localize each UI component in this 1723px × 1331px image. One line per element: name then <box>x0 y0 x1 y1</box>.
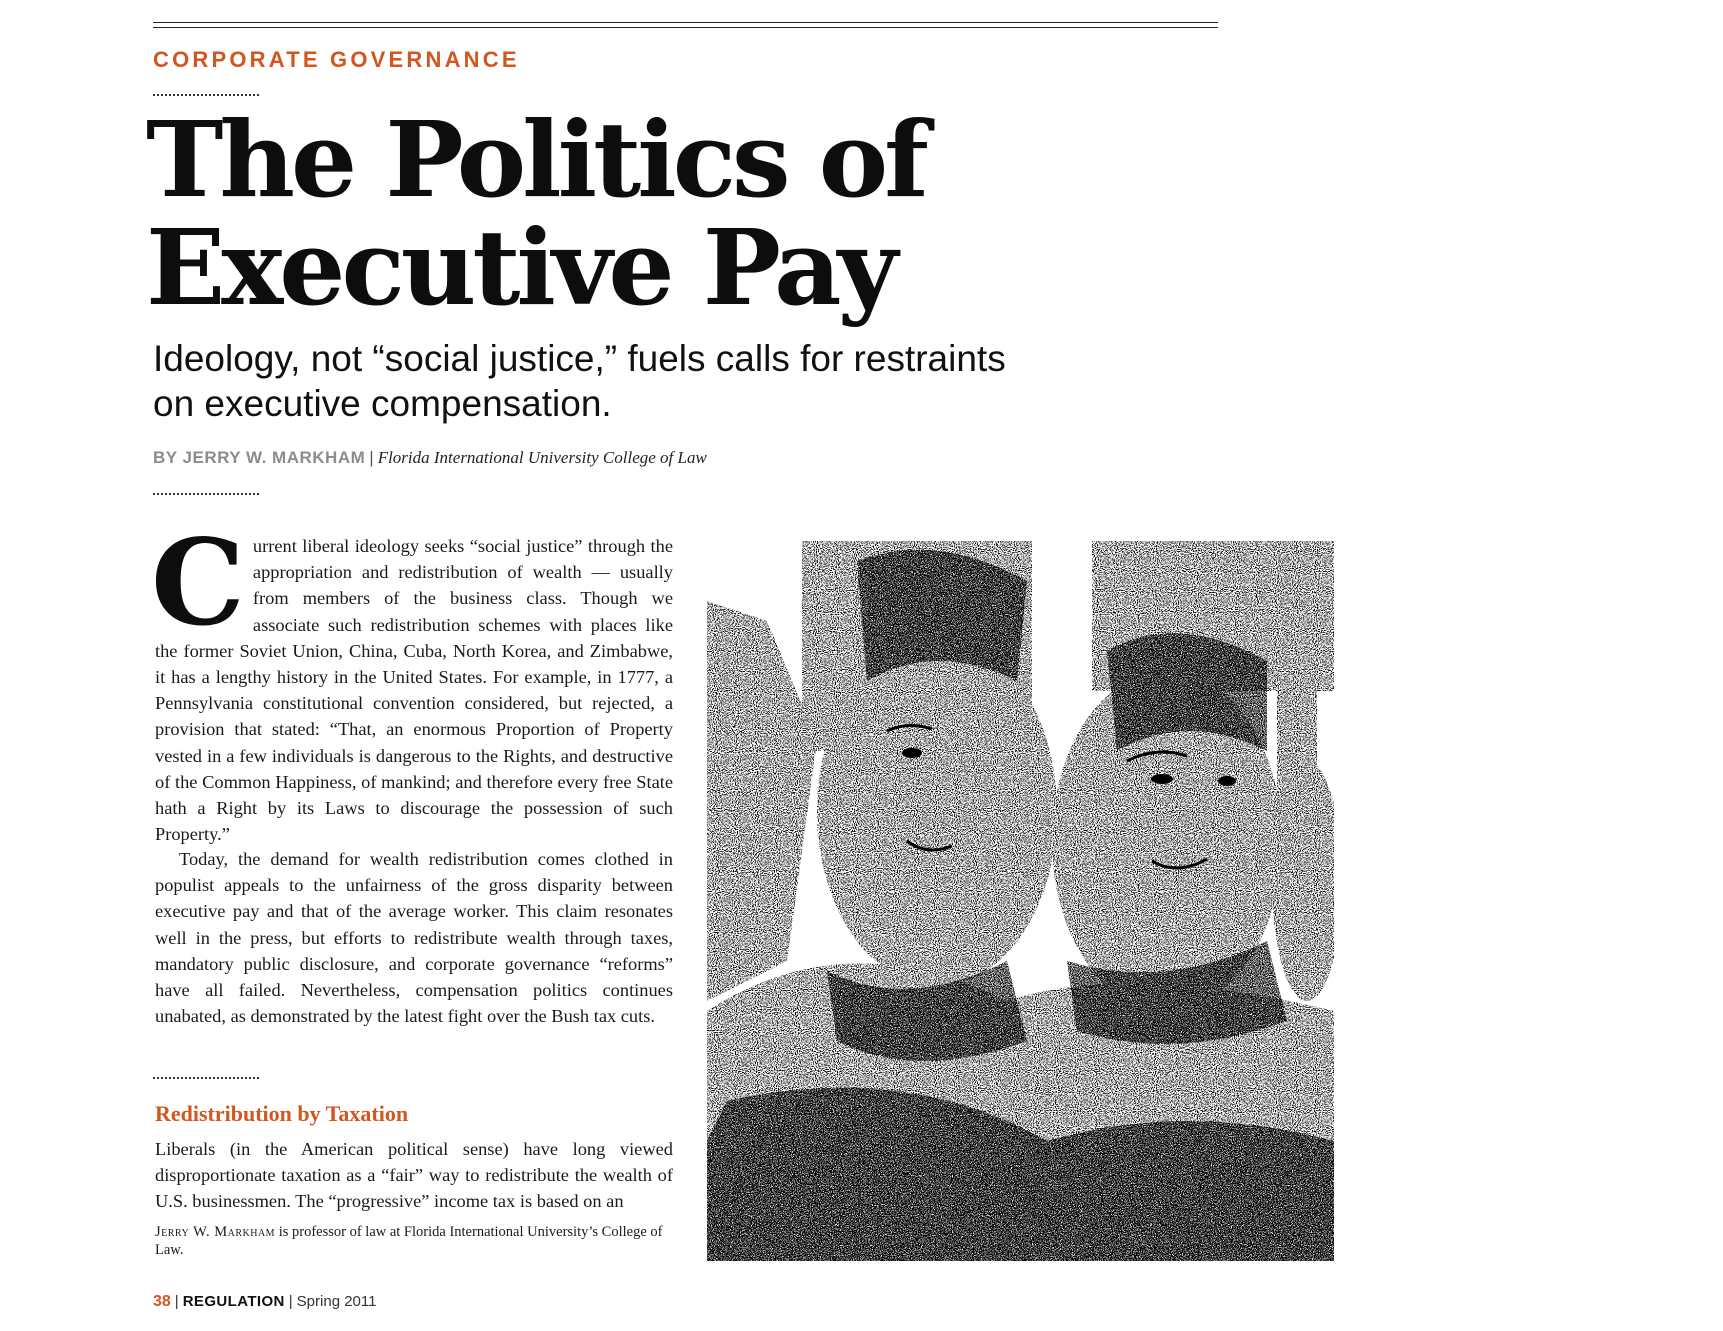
dotted-divider <box>153 94 259 96</box>
section-subhead: Redistribution by Taxation <box>155 1101 409 1126</box>
deck-line-2: on executive compensation. <box>153 383 612 424</box>
publication-name: REGULATION <box>182 1293 285 1310</box>
headline-line-1: The Politics of <box>146 98 925 221</box>
deck-line-1: Ideology, not “social justice,” fuels calls for restraints <box>153 338 1006 379</box>
byline <box>153 448 707 468</box>
folio-separator: | <box>288 1293 293 1310</box>
page-number: 38 <box>153 1293 171 1310</box>
paragraph-1-text: urrent liberal ideology seeks “social justice” through the appropriation and redistribution of wealth — usually from members of the business class. Though we associate such redistribution schemes with places like the former Soviet Union, China, Cuba, North Korea, and Zimbabwe, it has a lengthy history in the United States. For example, in 1777, a Pennsylvania constitutional convention considered, but rejected, a provision that stated: “That, an enormous Proportion of Property vested in a few individuals is dangerous to the Rights, and destructive of the Common Happiness, of mankind; and therefore every free State hath a Right by its Laws to discourage the possession of such Property.” <box>155 536 673 845</box>
headline-line-2: Executive Pay <box>146 206 894 329</box>
byline-author: BY JERRY W. MARKHAM <box>153 448 366 467</box>
top-rule <box>153 22 1218 28</box>
dotted-divider <box>153 493 259 495</box>
footnote-author-name: Jerry W. Markham <box>155 1224 276 1240</box>
deck <box>153 336 1153 426</box>
dotted-divider <box>153 1077 259 1079</box>
drop-cap: C <box>151 513 245 652</box>
section-label: CORPORATE GOVERNANCE <box>153 47 520 72</box>
article-paragraph-3: Liberals (in the American political sense) have long viewed disproportionate taxation as a “fair” way to redistribute the wealth of U.S. businessmen. The “progressive” income tax is based on an <box>155 1139 673 1212</box>
author-footnote <box>155 1223 675 1259</box>
page-folio <box>153 1293 376 1311</box>
footnote-text: is professor of law at Florida International University’s College of Law. <box>155 1224 663 1258</box>
byline-separator: | <box>369 448 374 467</box>
article-paragraph-2: Today, the demand for wealth redistribution comes clothed in populist appeals to the unfairness of the gross disparity between executive pay and that of the average worker. This claim resonates well in the press, but efforts to redistribute wealth through taxes, mandatory public disclosure, and corporate governance “reforms” have all failed. Nevertheless, compensation politics continues unabated, as demonstrated by the latest fight over the Bush tax cuts. <box>155 849 673 1027</box>
byline-affiliation: Florida International University College of Law <box>377 448 707 467</box>
folio-separator: | <box>174 1293 179 1310</box>
headline <box>146 98 1146 329</box>
article-paragraph-1 <box>151 513 673 847</box>
issue-date: Spring 2011 <box>296 1293 377 1310</box>
stipple-illustration <box>707 541 1334 1261</box>
